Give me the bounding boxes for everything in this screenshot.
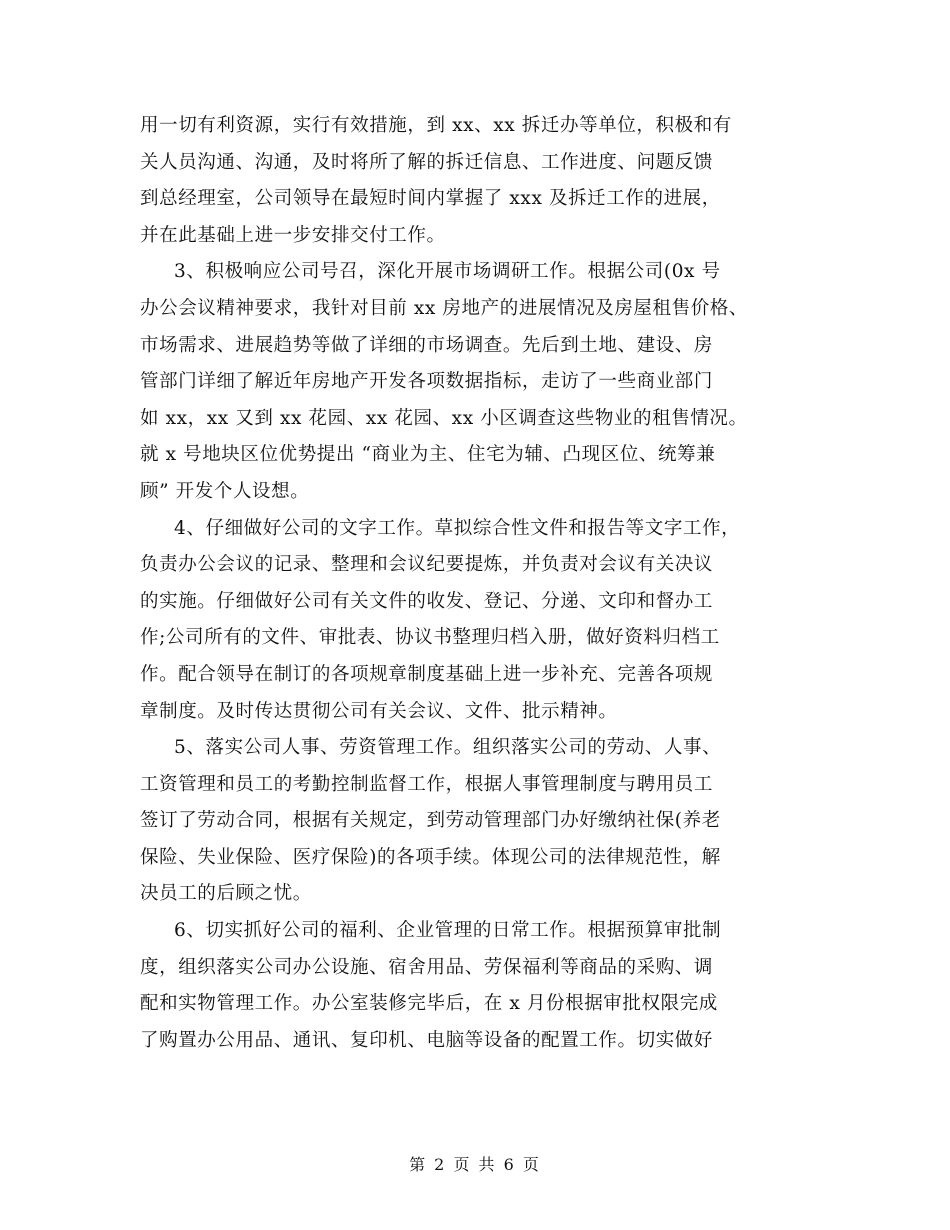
text-line: 工资管理和员工的考勤控制监督工作，根据人事管理制度与聘用员工: [140, 773, 714, 795]
text-line: 并在此基础上进一步安排交付工作。: [140, 224, 446, 246]
text-line: 办公会议精神要求，我针对目前 xx 房地产的进展情况及房屋租售价格、: [140, 297, 749, 319]
paragraph-start-line: 3、积极响应公司号召，深化开展市场调研工作。根据公司(0x 号: [174, 261, 721, 283]
text-line: 的实施。仔细做好公司有关文件的收发、登记、分递、文印和督办工: [140, 590, 714, 612]
text-line: 了购置办公用品、通讯、复印机、电脑等设备的配置工作。切实做好: [140, 1029, 714, 1051]
text-line: 度，组织落实公司办公设施、宿舍用品、劳保福利等商品的采购、调: [140, 956, 714, 978]
text-line: 用一切有利资源，实行有效措施，到 xx、xx 拆迁办等单位，积极和有: [140, 115, 732, 136]
text-line: 配和实物管理工作。办公室装修完毕后，在 x 月份根据审批权限完成: [140, 993, 718, 1015]
text-line: 作。配合领导在制订的各项规章制度基础上进一步补充、完善各项规: [140, 663, 714, 685]
text-line: 章制度。及时传达贯彻公司有关会议、文件、批示精神。: [140, 700, 618, 722]
text-line: 顾” 开发个人设想。: [140, 480, 310, 502]
text-line: 到总经理室，公司领导在最短时间内掌握了 xxx 及拆迁工作的进展，: [140, 188, 721, 210]
text-line: 决员工的后顾之忧。: [140, 883, 312, 905]
paragraph-start-line: 6、切实抓好公司的福利、企业管理的日常工作。根据预算审批制: [174, 920, 722, 942]
text-line: 就 x 号地块区位优势提出 “商业为主、住宅为辅、凸现区位、统筹兼: [140, 444, 716, 466]
document-body: [140, 108, 830, 1059]
paragraph-start-line: 5、落实公司人事、劳资管理工作。组织落实公司的劳动、人事、: [174, 737, 722, 759]
text-line: 市场需求、进展趋势等做了详细的市场调查。先后到土地、建设、房: [140, 334, 714, 356]
text-line: 签订了劳动合同，根据有关规定，到劳动管理部门办好缴纳社保(养老: [140, 810, 721, 832]
page-number-footer: 第 2 页 共 6 页: [409, 1155, 541, 1174]
text-line: 如 xx，xx 又到 xx 花园、xx 花园、xx 小区调查这些物业的租售情况。: [140, 407, 748, 429]
text-line: 管部门详细了解近年房地产开发各项数据指标，走访了一些商业部门: [140, 371, 714, 393]
paragraph-start-line: 4、仔细做好公司的文字工作。草拟综合性文件和报告等文字工作，: [174, 517, 741, 539]
text-line: 保险、失业保险、医疗保险)的各项手续。体现公司的法律规范性，解: [140, 846, 721, 868]
text-line: 关人员沟通、沟通，及时将所了解的拆迁信息、工作进度、问题反馈: [140, 151, 714, 173]
text-line: 作;公司所有的文件、审批表、协议书整理归档入册，做好资料归档工: [140, 627, 720, 649]
text-line: 负责办公会议的记录、整理和会议纪要提炼，并负责对会议有关决议: [140, 554, 714, 576]
